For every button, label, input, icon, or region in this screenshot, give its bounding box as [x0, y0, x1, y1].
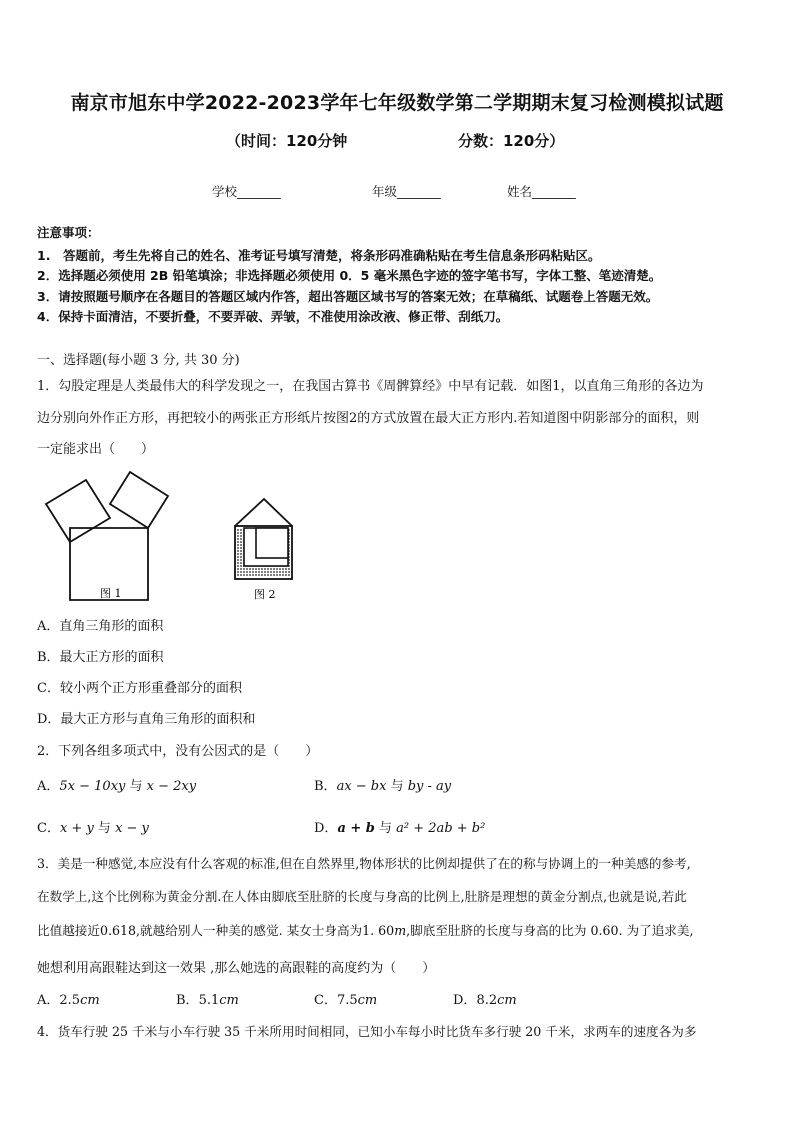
q1-option-d: D．最大正方形与直角三角形的面积和	[37, 712, 256, 727]
q3-stem-line	[37, 920, 693, 939]
conjunction: 与	[386, 779, 408, 794]
q3-option-d	[453, 989, 517, 1008]
option-label: C．	[314, 993, 337, 1008]
exam-time: （时间：120分钟	[226, 132, 348, 150]
notice-heading: 注意事项：	[37, 225, 100, 240]
page-title: 南京市旭东中学2022-2023学年七年级数学第二学期期末复习检测模拟试题	[70, 92, 724, 114]
figure-2	[228, 496, 300, 606]
figure-1	[38, 470, 214, 606]
conjunction: 与	[93, 821, 116, 836]
q2-option-d	[314, 817, 485, 836]
unit: cm	[80, 993, 100, 1008]
option-label: A．	[37, 779, 60, 794]
school-field: 学校_______	[212, 184, 281, 199]
figure-1-caption: 图 1	[100, 587, 122, 600]
option-label: C．	[37, 821, 60, 836]
q3-stem-line: 在数学上,这个比例称为黄金分割.在人体由脚底至肚脐的长度与身高的比例上,肚脐是理想的黄金分割点,也就是说,若此	[37, 889, 687, 904]
height-value: 1. 60	[362, 923, 395, 938]
option-value: 2.5	[59, 993, 81, 1008]
right-square	[110, 472, 168, 528]
option-label: D．	[314, 821, 338, 836]
q3-option-a	[37, 989, 100, 1008]
notice-item: 1. 答题前，考生先将自己的姓名、准考证号填写清楚，将条形码准确粘贴在考生信息条形码粘贴区。	[37, 248, 601, 263]
q3-stem-line: 她想利用高跟鞋达到这一效果 ,那么她选的高跟鞋的高度约为（ ）	[37, 961, 436, 976]
q2-option-c	[37, 817, 149, 836]
unit: cm	[497, 993, 517, 1008]
text-segment: ,就越给别人一种美的感觉. 某女士身高为	[136, 923, 363, 938]
option-value: 5.1	[198, 993, 220, 1008]
q2-option-a	[37, 775, 196, 794]
golden-ratio-value: 0.618	[99, 923, 137, 938]
expression: a² + 2ab + b²	[396, 821, 486, 836]
text-segment: ,脚底至肚脐的长度与身高的比为 0.60. 为了追求美,	[406, 923, 694, 938]
expression: ax − bx	[336, 779, 387, 794]
section-heading: 一、选择题(每小题 3 分, 共 30 分)	[37, 353, 240, 368]
conjunction: 与	[125, 779, 147, 794]
q1-stem-line: 1．勾股定理是人类最伟大的科学发现之一，在我国古算书《周髀算经》中早有记载．如图1，以直角三角形的各边为	[37, 379, 704, 394]
q3-stem-line: 3．美是一种感觉,本应没有什么客观的标准,但在自然界里,物体形状的比例却提供了在的称与协调上的一种美感的参考,	[37, 856, 691, 871]
q4-stem-line: 4．货车行驶 25 千米与小车行驶 35 千米所用时间相同，已知小车每小时比货车多行驶 20 千米，求两车的速度各为多	[37, 1024, 697, 1039]
unit: cm	[357, 993, 378, 1008]
conjunction: 与	[374, 821, 397, 836]
name-field: 姓名_______	[507, 184, 576, 199]
option-label: D．	[453, 993, 477, 1008]
small-square	[256, 528, 288, 558]
q3-option-c	[314, 989, 377, 1008]
text-segment: 比值越接近	[37, 923, 100, 938]
grade-field: 年级_______	[372, 184, 441, 199]
figure-2-caption: 图 2	[254, 588, 276, 601]
left-square	[46, 480, 110, 542]
expression: x − 2xy	[146, 779, 197, 794]
expression: x − y	[115, 821, 149, 836]
notice-item: 4．保持卡面清洁，不要折叠，不要弄破、弄皱，不准使用涂改液、修正带、刮纸刀。	[37, 309, 509, 324]
notice-item: 2．选择题必须使用 2B 铅笔填涂；非选择题必须使用 0．5 毫米黑色字迹的签字笔书写，字体工整、笔迹清楚。	[37, 268, 662, 283]
unit: cm	[219, 993, 239, 1008]
q1-option-b: B．最大正方形的面积	[37, 650, 164, 665]
expression: x + y	[59, 821, 94, 836]
exam-score: 分数：120分）	[458, 132, 565, 150]
q2-stem: 2．下列各组多项式中，没有公因式的是（ ）	[37, 744, 319, 759]
q1-stem-line: 边分别向外作正方形，再把较小的两张正方形纸片按图2的方式放置在最大正方形内.若知道图中阴影部分的面积，则	[37, 411, 700, 426]
q3-option-b	[176, 989, 239, 1008]
q1-stem-line: 一定能求出（ ）	[37, 442, 155, 457]
option-label: B．	[314, 779, 337, 794]
q1-option-a: A．直角三角形的面积	[37, 619, 164, 634]
expression: by - ay	[407, 779, 452, 794]
unit: m	[394, 923, 407, 938]
option-label: B．	[176, 993, 199, 1008]
q1-option-c: C．较小两个正方形重叠部分的面积	[37, 681, 242, 696]
roof-lines	[235, 499, 292, 526]
option-value: 7.5	[336, 993, 358, 1008]
notice-item: 3．请按照题号顺序在各题目的答题区域内作答，超出答题区域书写的答案无效；在草稿纸、试题卷上答题无效。	[37, 289, 659, 304]
option-label: A．	[37, 993, 60, 1008]
expression: 5x − 10xy	[59, 779, 126, 794]
option-value: 8.2	[476, 993, 498, 1008]
expression: a + b	[337, 821, 375, 836]
q2-option-b	[314, 775, 451, 794]
